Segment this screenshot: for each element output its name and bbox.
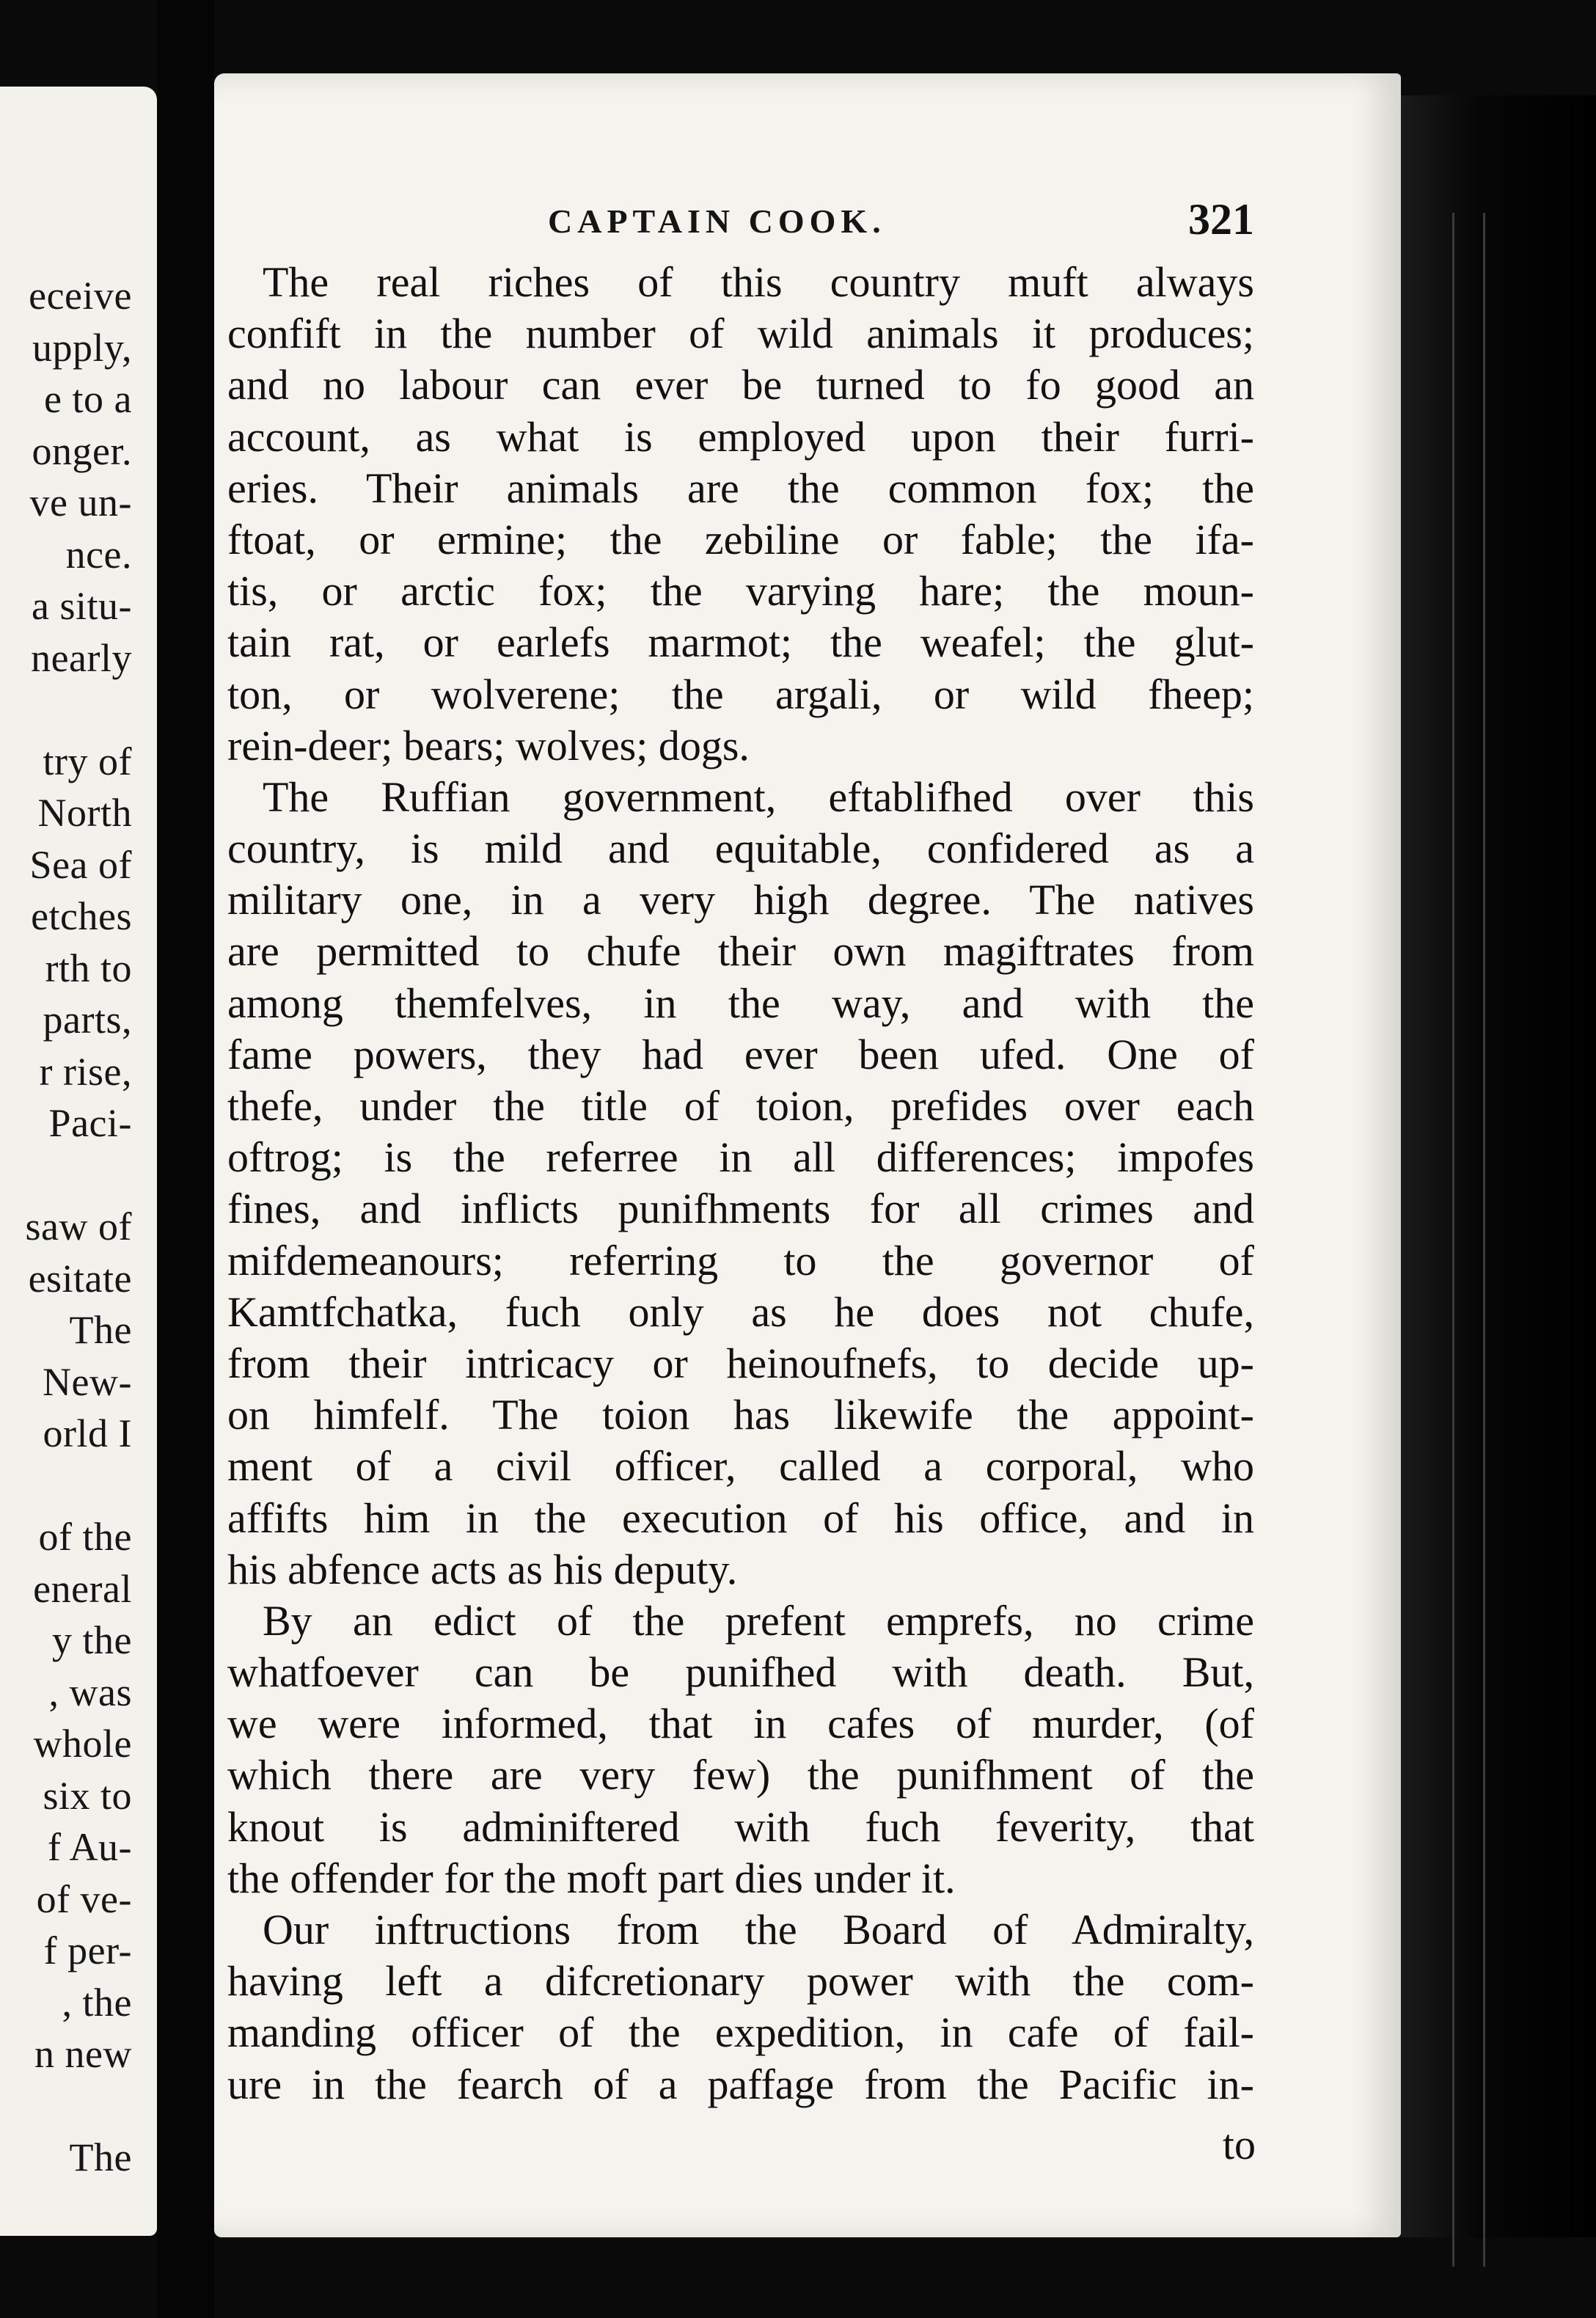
facing-page-line — [26, 2080, 132, 2132]
text-line: military one, in a very high degree. The natives — [227, 876, 1254, 924]
text-line: fines, and inflicts punifhments for all crimes and — [227, 1185, 1254, 1233]
text-line: By an edict of the prefent emprefs, no crime — [263, 1596, 1254, 1645]
text-line: ton, or wolverene; the argali, or wild fheep; — [227, 670, 1254, 718]
text-line: Kamtfchatka, fuch only as he does not chufe, — [227, 1287, 1254, 1336]
text-line: tis, or arctic fox; the varying hare; the moun- — [227, 567, 1254, 615]
facing-page-line: North — [37, 791, 132, 835]
facing-page-line: esitate — [28, 1256, 132, 1301]
text-line: Our inftructions from the Board of Admiralty, — [263, 1906, 1254, 1953]
facing-page-line: rth to — [45, 946, 132, 990]
facing-page-line: The — [69, 1308, 132, 1352]
page-number: 321 — [1188, 195, 1254, 244]
facing-page-line: of the — [38, 1515, 132, 1559]
facing-page-line: The — [69, 2135, 132, 2179]
paragraph — [227, 1904, 1254, 2110]
facing-page-line: eceive — [29, 274, 132, 318]
paragraph — [227, 257, 1254, 772]
text-line: we were informed, that in cafes of murder, (of — [227, 1700, 1254, 1748]
book-page — [214, 73, 1401, 2237]
text-line: country, is mild and equitable, confidered as a — [227, 825, 1254, 873]
text-line: mifdemeanours; referring to the governor of — [227, 1236, 1254, 1284]
text-line: and no labour can ever be turned to fo good an — [227, 361, 1254, 409]
text-line: ftoat, or ermine; the zebiline or fable; the ifa- — [227, 515, 1254, 563]
facing-page-line — [26, 1460, 132, 1512]
facing-page-line: etches — [31, 894, 132, 938]
text-line: eries. Their animals are the common fox; the — [227, 464, 1254, 512]
text-line: manding officer of the expedition, in cafe of fail- — [227, 2008, 1254, 2057]
text-line: affifts him in the execution of his office, and in — [227, 1493, 1254, 1542]
book-gutter — [157, 0, 214, 2318]
text-line: fame powers, they had ever been ufed. One of — [227, 1030, 1254, 1078]
facing-page-line: try of — [43, 739, 132, 783]
paragraph — [227, 1595, 1254, 1904]
text-line: confift in the number of wild animals it produces; — [227, 310, 1254, 358]
text-line: the offender for the moft part dies under it. — [227, 1854, 956, 1902]
text-line: are permitted to chufe their own magiftrates from — [227, 927, 1254, 976]
text-line: from their intricacy or heinoufnefs, to decide up- — [227, 1339, 1254, 1387]
text-line: thefe, under the title of toion, prefides over each — [227, 1082, 1254, 1130]
text-line: knout is adminiftered with fuch feverity, that — [227, 1802, 1254, 1851]
facing-page-line: upply, — [32, 325, 132, 370]
facing-page-line: f per- — [43, 1928, 132, 1973]
text-line: ure in the fearch of a paffage from the Pacific in- — [227, 2060, 1254, 2108]
text-line: account, as what is employed upon their furri- — [227, 412, 1254, 461]
facing-page-line: r rise, — [39, 1049, 132, 1094]
facing-page-line: parts, — [43, 998, 132, 1042]
facing-page-lines — [26, 270, 132, 2184]
text-line: among themfelves, in the way, and with the — [227, 979, 1254, 1027]
facing-page-line: f Au- — [48, 1825, 132, 1869]
text-line: his abfence acts as his deputy. — [227, 1545, 738, 1593]
body-text — [227, 257, 1254, 2110]
facing-page-line: a situ- — [32, 584, 132, 628]
facing-page-line: , the — [62, 1980, 132, 2025]
facing-page-line: whole — [33, 1722, 132, 1766]
text-line: ment of a civil officer, called a corporal, who — [227, 1442, 1254, 1491]
facing-page-line: orld I — [43, 1411, 132, 1455]
facing-page-line: e to a — [44, 377, 132, 421]
text-line: on himfelf. The toion has likewife the appoint- — [227, 1391, 1254, 1439]
facing-page-line: eneral — [33, 1566, 132, 1611]
facing-page-line: New- — [43, 1359, 132, 1404]
catchword: to — [1222, 2121, 1256, 2168]
facing-page-line: onger. — [32, 428, 132, 473]
facing-page-line: Paci- — [48, 1101, 132, 1145]
text-line: oftrog; is the referree in all differences; impofes — [227, 1133, 1254, 1182]
text-line: tain rat, or earlefs marmot; the weafel; the glut- — [227, 618, 1254, 667]
page-header — [214, 195, 1254, 260]
facing-page-line: six to — [43, 1773, 132, 1818]
paragraph — [227, 772, 1254, 1595]
facing-page-line: , was — [48, 1670, 132, 1714]
facing-page-line — [26, 684, 132, 736]
text-line: The Ruffian government, eftablifhed over this — [263, 772, 1254, 821]
text-line: rein-deer; bears; wolves; dogs. — [227, 721, 750, 769]
page-edge-line — [1483, 213, 1485, 2267]
facing-page-line — [26, 1149, 132, 1202]
text-line: having left a difcretionary power with the com- — [227, 1957, 1254, 2006]
facing-page-line: Sea of — [29, 842, 132, 887]
facing-page-line: ve un- — [29, 480, 132, 524]
page-edge-line — [1452, 213, 1454, 2267]
facing-page-line: nearly — [31, 635, 132, 680]
facing-page-line: n new — [34, 2032, 132, 2076]
facing-page-line: saw of — [25, 1204, 132, 1248]
running-head: CAPTAIN COOK. — [548, 202, 886, 240]
facing-page-line: y the — [52, 1618, 132, 1662]
text-line: which there are very few) the punifhment of the — [227, 1751, 1254, 1799]
text-line: The real riches of this country muft always — [263, 258, 1254, 306]
page-edge-shadow — [1401, 95, 1596, 2237]
facing-page-line: nce. — [65, 532, 132, 577]
text-line: whatfoever can be punifhed with death. But, — [227, 1648, 1254, 1697]
facing-page-line: of ve- — [36, 1876, 132, 1921]
facing-page-fragment — [0, 87, 157, 2236]
